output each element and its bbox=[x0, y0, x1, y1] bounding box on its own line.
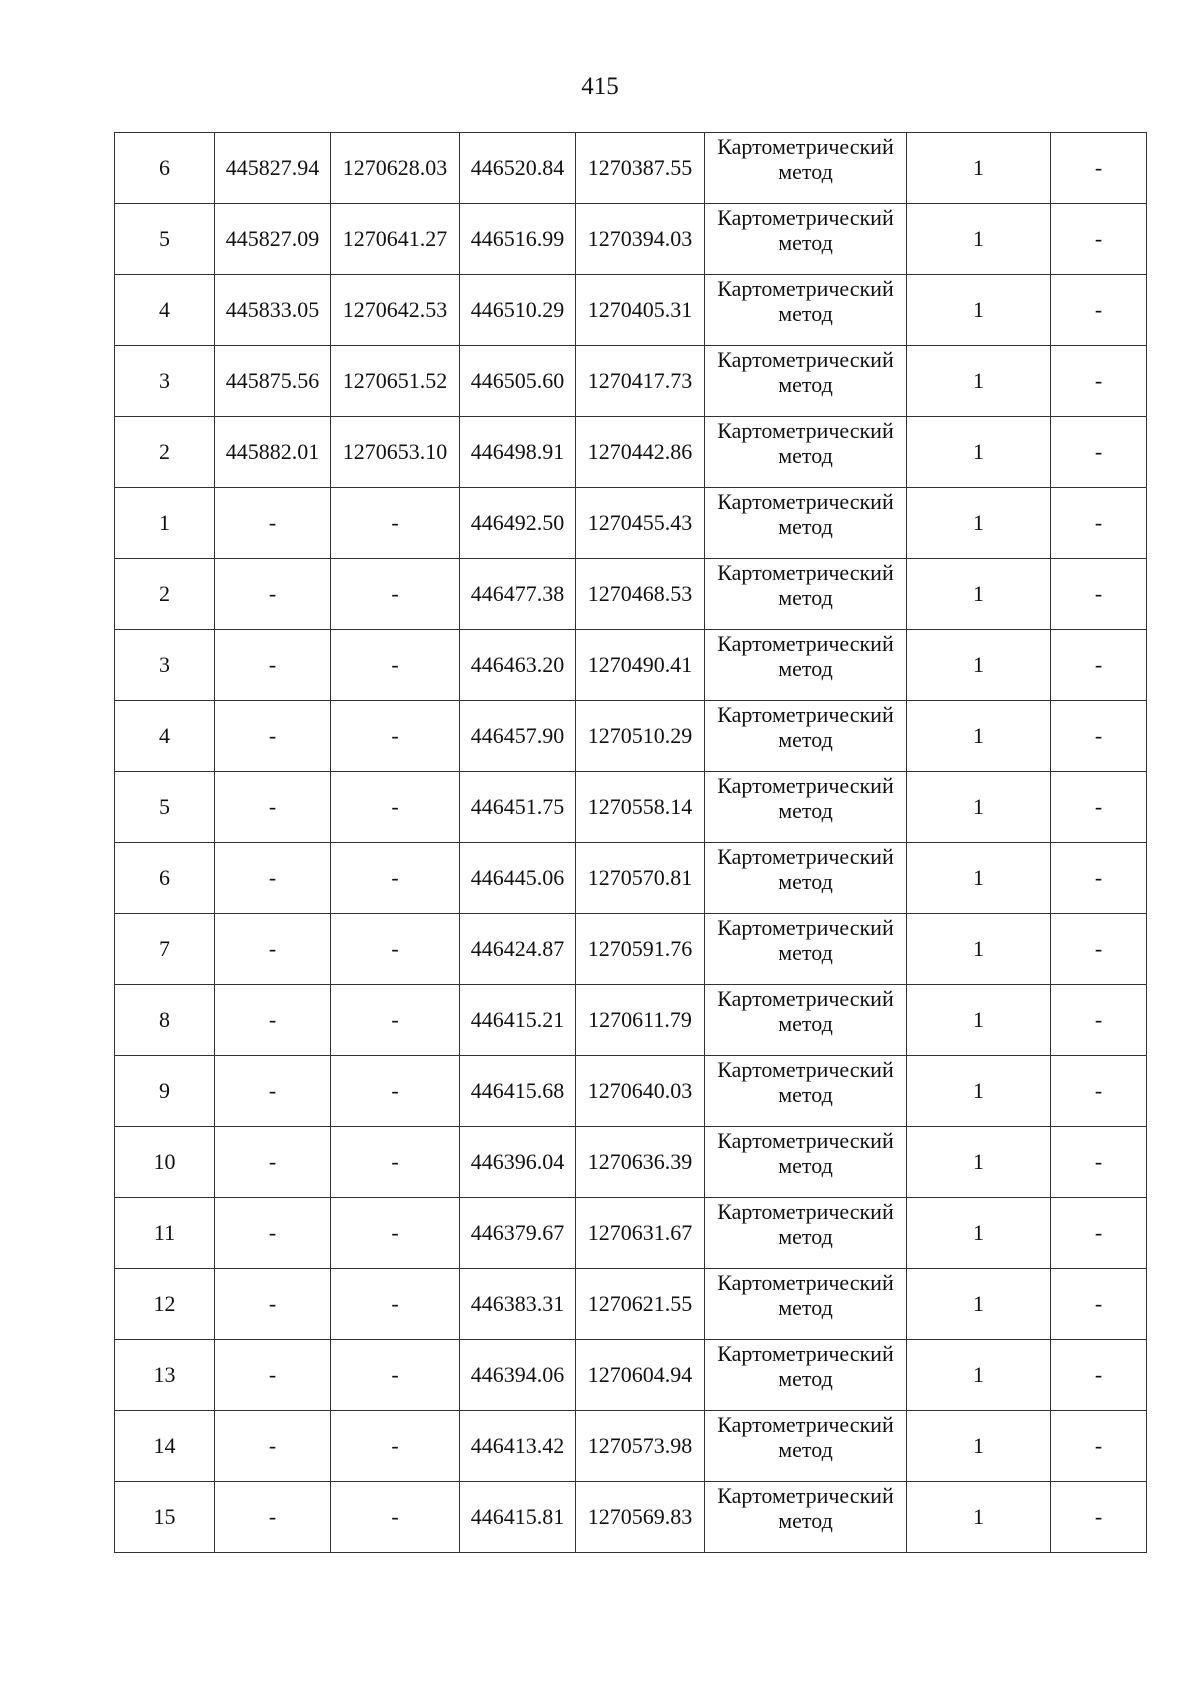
method-text-line: Картометрический bbox=[717, 1412, 894, 1437]
new-x-cell: 446457.90 bbox=[460, 701, 576, 772]
note-cell: - bbox=[1051, 1340, 1147, 1411]
old-y-cell: - bbox=[331, 1411, 460, 1482]
accuracy-cell: 1 bbox=[907, 1340, 1051, 1411]
old-x-cell: 445827.94 bbox=[215, 133, 331, 204]
accuracy-cell: 1 bbox=[907, 914, 1051, 985]
page-number: 415 bbox=[581, 73, 619, 100]
table-row bbox=[115, 1411, 1147, 1482]
method-cell bbox=[705, 772, 907, 843]
old-x-cell: - bbox=[215, 1127, 331, 1198]
point-number-cell: 15 bbox=[115, 1482, 215, 1553]
table-row bbox=[115, 1482, 1147, 1553]
method-cell bbox=[705, 488, 907, 559]
note-cell: - bbox=[1051, 630, 1147, 701]
method-text-line: метод bbox=[778, 869, 833, 894]
table-row bbox=[115, 417, 1147, 488]
new-x-cell: 446445.06 bbox=[460, 843, 576, 914]
method-cell bbox=[705, 417, 907, 488]
new-x-cell: 446498.91 bbox=[460, 417, 576, 488]
old-y-cell: - bbox=[331, 559, 460, 630]
note-cell: - bbox=[1051, 488, 1147, 559]
note-cell: - bbox=[1051, 1198, 1147, 1269]
method-cell bbox=[705, 1127, 907, 1198]
method-cell bbox=[705, 346, 907, 417]
new-x-cell: 446415.21 bbox=[460, 985, 576, 1056]
old-y-cell: - bbox=[331, 1482, 460, 1553]
note-cell: - bbox=[1051, 772, 1147, 843]
method-text-line: Картометрический bbox=[717, 489, 894, 514]
method-text-line: метод bbox=[778, 1082, 833, 1107]
note-cell: - bbox=[1051, 1411, 1147, 1482]
point-number-cell: 9 bbox=[115, 1056, 215, 1127]
method-cell bbox=[705, 843, 907, 914]
old-y-cell: - bbox=[331, 772, 460, 843]
table-row bbox=[115, 772, 1147, 843]
old-y-cell: 1270651.52 bbox=[331, 346, 460, 417]
new-y-cell: 1270417.73 bbox=[576, 346, 705, 417]
method-cell bbox=[705, 701, 907, 772]
method-text-line: Картометрический bbox=[717, 1057, 894, 1082]
accuracy-cell: 1 bbox=[907, 559, 1051, 630]
new-y-cell: 1270510.29 bbox=[576, 701, 705, 772]
old-x-cell: - bbox=[215, 1411, 331, 1482]
method-text-line: Картометрический bbox=[717, 347, 894, 372]
table-row bbox=[115, 701, 1147, 772]
point-number-cell: 11 bbox=[115, 1198, 215, 1269]
new-x-cell: 446463.20 bbox=[460, 630, 576, 701]
new-y-cell: 1270455.43 bbox=[576, 488, 705, 559]
method-cell bbox=[705, 275, 907, 346]
note-cell: - bbox=[1051, 1127, 1147, 1198]
new-x-cell: 446415.81 bbox=[460, 1482, 576, 1553]
method-text-line: Картометрический bbox=[717, 844, 894, 869]
method-cell bbox=[705, 1056, 907, 1127]
accuracy-cell: 1 bbox=[907, 1056, 1051, 1127]
old-y-cell: - bbox=[331, 1340, 460, 1411]
new-x-cell: 446451.75 bbox=[460, 772, 576, 843]
old-x-cell: - bbox=[215, 630, 331, 701]
method-cell bbox=[705, 985, 907, 1056]
method-cell bbox=[705, 559, 907, 630]
new-x-cell: 446492.50 bbox=[460, 488, 576, 559]
old-x-cell: - bbox=[215, 1482, 331, 1553]
note-cell: - bbox=[1051, 843, 1147, 914]
table-row bbox=[115, 914, 1147, 985]
method-text-line: Картометрический bbox=[717, 205, 894, 230]
accuracy-cell: 1 bbox=[907, 346, 1051, 417]
new-x-cell: 446520.84 bbox=[460, 133, 576, 204]
method-text-line: метод bbox=[778, 727, 833, 752]
point-number-cell: 3 bbox=[115, 346, 215, 417]
note-cell: - bbox=[1051, 701, 1147, 772]
old-x-cell: - bbox=[215, 1269, 331, 1340]
table-row bbox=[115, 630, 1147, 701]
method-text-line: метод bbox=[778, 656, 833, 681]
method-text-line: Картометрический bbox=[717, 1270, 894, 1295]
new-y-cell: 1270468.53 bbox=[576, 559, 705, 630]
old-x-cell: - bbox=[215, 559, 331, 630]
point-number-cell: 13 bbox=[115, 1340, 215, 1411]
old-y-cell: - bbox=[331, 1269, 460, 1340]
new-x-cell: 446383.31 bbox=[460, 1269, 576, 1340]
new-x-cell: 446379.67 bbox=[460, 1198, 576, 1269]
method-text-line: метод bbox=[778, 1295, 833, 1320]
method-text-line: метод bbox=[778, 301, 833, 326]
new-y-cell: 1270569.83 bbox=[576, 1482, 705, 1553]
method-text-line: Картометрический bbox=[717, 1483, 894, 1508]
method-text-line: метод bbox=[778, 443, 833, 468]
new-y-cell: 1270558.14 bbox=[576, 772, 705, 843]
accuracy-cell: 1 bbox=[907, 1127, 1051, 1198]
old-y-cell: 1270641.27 bbox=[331, 204, 460, 275]
new-x-cell: 446424.87 bbox=[460, 914, 576, 985]
old-x-cell: 445882.01 bbox=[215, 417, 331, 488]
note-cell: - bbox=[1051, 1482, 1147, 1553]
point-number-cell: 10 bbox=[115, 1127, 215, 1198]
accuracy-cell: 1 bbox=[907, 630, 1051, 701]
accuracy-cell: 1 bbox=[907, 843, 1051, 914]
note-cell: - bbox=[1051, 133, 1147, 204]
new-y-cell: 1270621.55 bbox=[576, 1269, 705, 1340]
method-cell bbox=[705, 1411, 907, 1482]
method-cell bbox=[705, 1482, 907, 1553]
old-x-cell: - bbox=[215, 914, 331, 985]
old-x-cell: 445875.56 bbox=[215, 346, 331, 417]
method-cell bbox=[705, 133, 907, 204]
point-number-cell: 3 bbox=[115, 630, 215, 701]
new-y-cell: 1270636.39 bbox=[576, 1127, 705, 1198]
method-cell bbox=[705, 630, 907, 701]
method-text-line: метод bbox=[778, 1011, 833, 1036]
new-y-cell: 1270570.81 bbox=[576, 843, 705, 914]
method-text-line: метод bbox=[778, 798, 833, 823]
new-y-cell: 1270490.41 bbox=[576, 630, 705, 701]
point-number-cell: 6 bbox=[115, 133, 215, 204]
old-y-cell: - bbox=[331, 1056, 460, 1127]
method-text-line: метод bbox=[778, 372, 833, 397]
table-body bbox=[115, 133, 1147, 1553]
method-text-line: метод bbox=[778, 1153, 833, 1178]
point-number-cell: 4 bbox=[115, 701, 215, 772]
point-number-cell: 12 bbox=[115, 1269, 215, 1340]
table-row bbox=[115, 1198, 1147, 1269]
table-row bbox=[115, 1269, 1147, 1340]
old-x-cell: 445827.09 bbox=[215, 204, 331, 275]
old-y-cell: - bbox=[331, 1127, 460, 1198]
old-y-cell: 1270653.10 bbox=[331, 417, 460, 488]
point-number-cell: 1 bbox=[115, 488, 215, 559]
old-y-cell: - bbox=[331, 914, 460, 985]
accuracy-cell: 1 bbox=[907, 1482, 1051, 1553]
method-text-line: метод bbox=[778, 1224, 833, 1249]
method-text-line: Картометрический bbox=[717, 1341, 894, 1366]
new-x-cell: 446510.29 bbox=[460, 275, 576, 346]
method-text-line: метод bbox=[778, 159, 833, 184]
accuracy-cell: 1 bbox=[907, 204, 1051, 275]
method-text-line: Картометрический bbox=[717, 702, 894, 727]
new-y-cell: 1270640.03 bbox=[576, 1056, 705, 1127]
table-row bbox=[115, 1056, 1147, 1127]
method-text-line: метод bbox=[778, 940, 833, 965]
note-cell: - bbox=[1051, 914, 1147, 985]
accuracy-cell: 1 bbox=[907, 488, 1051, 559]
coordinates-table bbox=[114, 132, 1147, 1553]
table-row bbox=[115, 204, 1147, 275]
old-y-cell: - bbox=[331, 1198, 460, 1269]
note-cell: - bbox=[1051, 417, 1147, 488]
old-x-cell: - bbox=[215, 1198, 331, 1269]
accuracy-cell: 1 bbox=[907, 417, 1051, 488]
method-text-line: метод bbox=[778, 1508, 833, 1533]
method-text-line: Картометрический bbox=[717, 773, 894, 798]
method-text-line: метод bbox=[778, 1437, 833, 1462]
old-x-cell: - bbox=[215, 1056, 331, 1127]
new-y-cell: 1270394.03 bbox=[576, 204, 705, 275]
note-cell: - bbox=[1051, 346, 1147, 417]
point-number-cell: 5 bbox=[115, 772, 215, 843]
new-x-cell: 446415.68 bbox=[460, 1056, 576, 1127]
old-x-cell: - bbox=[215, 488, 331, 559]
method-text-line: Картометрический bbox=[717, 986, 894, 1011]
table-row bbox=[115, 275, 1147, 346]
new-y-cell: 1270442.86 bbox=[576, 417, 705, 488]
accuracy-cell: 1 bbox=[907, 701, 1051, 772]
method-text-line: метод bbox=[778, 585, 833, 610]
point-number-cell: 6 bbox=[115, 843, 215, 914]
method-text-line: Картометрический bbox=[717, 915, 894, 940]
method-text-line: Картометрический bbox=[717, 1128, 894, 1153]
point-number-cell: 14 bbox=[115, 1411, 215, 1482]
table-row bbox=[115, 985, 1147, 1056]
method-text-line: Картометрический bbox=[717, 134, 894, 159]
table-row bbox=[115, 1340, 1147, 1411]
new-y-cell: 1270631.67 bbox=[576, 1198, 705, 1269]
new-y-cell: 1270405.31 bbox=[576, 275, 705, 346]
accuracy-cell: 1 bbox=[907, 1411, 1051, 1482]
table-row bbox=[115, 488, 1147, 559]
method-text-line: Картометрический bbox=[717, 418, 894, 443]
old-x-cell: - bbox=[215, 701, 331, 772]
old-x-cell: 445833.05 bbox=[215, 275, 331, 346]
new-x-cell: 446396.04 bbox=[460, 1127, 576, 1198]
accuracy-cell: 1 bbox=[907, 1269, 1051, 1340]
old-x-cell: - bbox=[215, 772, 331, 843]
note-cell: - bbox=[1051, 985, 1147, 1056]
method-cell bbox=[705, 1269, 907, 1340]
old-y-cell: - bbox=[331, 701, 460, 772]
new-x-cell: 446505.60 bbox=[460, 346, 576, 417]
method-text-line: метод bbox=[778, 230, 833, 255]
new-y-cell: 1270604.94 bbox=[576, 1340, 705, 1411]
table-row bbox=[115, 843, 1147, 914]
accuracy-cell: 1 bbox=[907, 133, 1051, 204]
point-number-cell: 2 bbox=[115, 559, 215, 630]
method-cell bbox=[705, 914, 907, 985]
method-cell bbox=[705, 1198, 907, 1269]
old-x-cell: - bbox=[215, 985, 331, 1056]
table-row bbox=[115, 559, 1147, 630]
table-row bbox=[115, 133, 1147, 204]
note-cell: - bbox=[1051, 1269, 1147, 1340]
old-y-cell: - bbox=[331, 488, 460, 559]
method-text-line: Картометрический bbox=[717, 276, 894, 301]
old-y-cell: - bbox=[331, 985, 460, 1056]
method-text-line: Картометрический bbox=[717, 631, 894, 656]
old-y-cell: - bbox=[331, 630, 460, 701]
new-x-cell: 446413.42 bbox=[460, 1411, 576, 1482]
new-x-cell: 446516.99 bbox=[460, 204, 576, 275]
table-row bbox=[115, 346, 1147, 417]
point-number-cell: 2 bbox=[115, 417, 215, 488]
old-x-cell: - bbox=[215, 843, 331, 914]
old-y-cell: 1270628.03 bbox=[331, 133, 460, 204]
old-y-cell: 1270642.53 bbox=[331, 275, 460, 346]
table-row bbox=[115, 1127, 1147, 1198]
new-y-cell: 1270387.55 bbox=[576, 133, 705, 204]
new-y-cell: 1270611.79 bbox=[576, 985, 705, 1056]
method-cell bbox=[705, 204, 907, 275]
new-x-cell: 446477.38 bbox=[460, 559, 576, 630]
point-number-cell: 8 bbox=[115, 985, 215, 1056]
accuracy-cell: 1 bbox=[907, 275, 1051, 346]
new-y-cell: 1270573.98 bbox=[576, 1411, 705, 1482]
old-x-cell: - bbox=[215, 1340, 331, 1411]
note-cell: - bbox=[1051, 559, 1147, 630]
note-cell: - bbox=[1051, 1056, 1147, 1127]
method-text-line: Картометрический bbox=[717, 1199, 894, 1224]
note-cell: - bbox=[1051, 275, 1147, 346]
point-number-cell: 7 bbox=[115, 914, 215, 985]
old-y-cell: - bbox=[331, 843, 460, 914]
method-text-line: Картометрический bbox=[717, 560, 894, 585]
accuracy-cell: 1 bbox=[907, 772, 1051, 843]
accuracy-cell: 1 bbox=[907, 985, 1051, 1056]
new-y-cell: 1270591.76 bbox=[576, 914, 705, 985]
method-text-line: метод bbox=[778, 514, 833, 539]
point-number-cell: 4 bbox=[115, 275, 215, 346]
new-x-cell: 446394.06 bbox=[460, 1340, 576, 1411]
method-cell bbox=[705, 1340, 907, 1411]
method-text-line: метод bbox=[778, 1366, 833, 1391]
point-number-cell: 5 bbox=[115, 204, 215, 275]
accuracy-cell: 1 bbox=[907, 1198, 1051, 1269]
note-cell: - bbox=[1051, 204, 1147, 275]
